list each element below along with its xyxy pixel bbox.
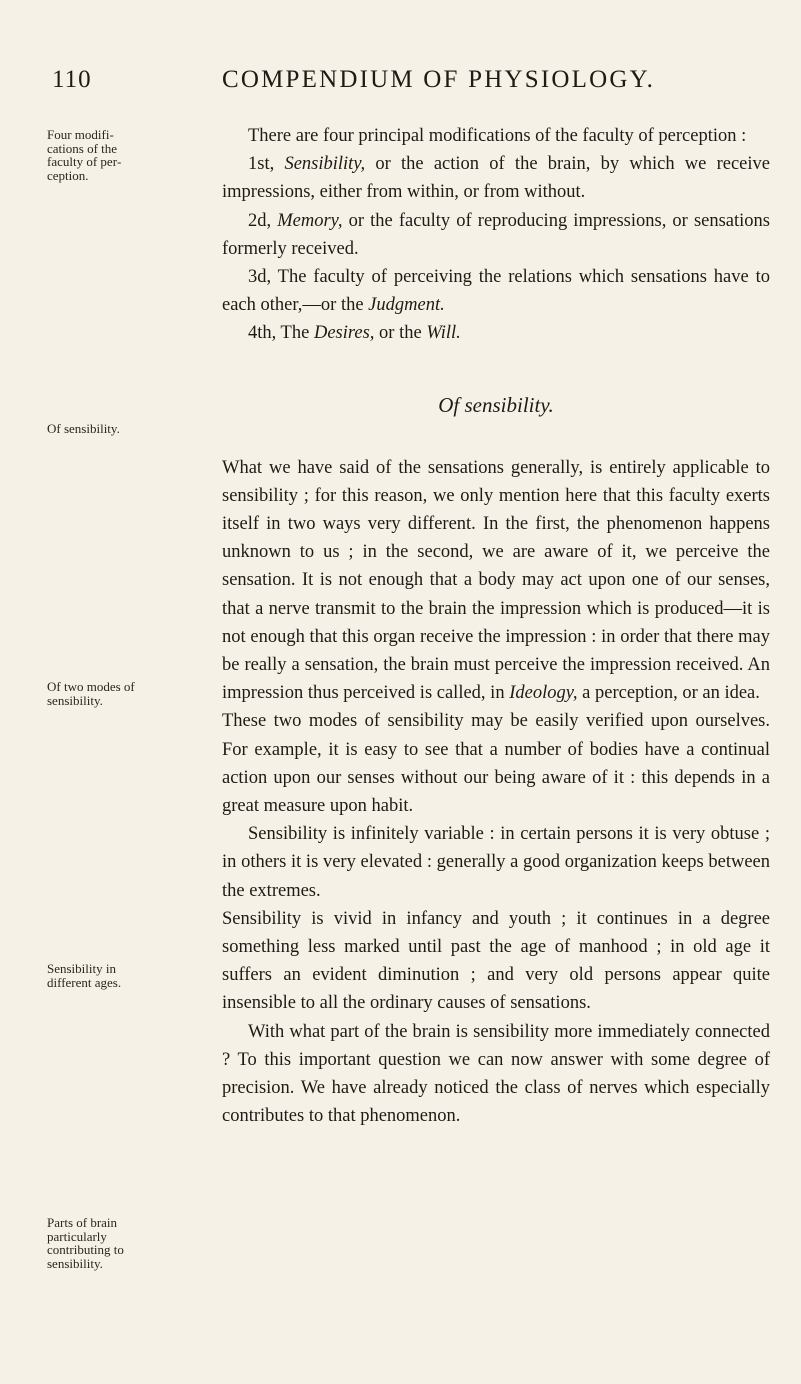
margin-note-two-modes: Of two modes of sensibility. xyxy=(47,679,135,708)
term-judgment: Judgment. xyxy=(368,295,445,316)
list-item-desires xyxy=(222,319,770,347)
term-desires: Desires, xyxy=(313,323,375,344)
term-will: Will. xyxy=(426,323,461,344)
list-text: or the action of the brain, by which we receive impressions, either from within, or from without. xyxy=(222,154,770,203)
list-item-judgment xyxy=(222,263,770,319)
margin-note-ages: Sensibility in different ages. xyxy=(47,961,122,990)
margin-note-sensibility: Of sensibility. xyxy=(47,421,120,436)
intro-paragraph: There are four principal modifications of the faculty of perception : xyxy=(248,126,747,146)
paragraph-text: What we have said of the sensations generally, is entirely applicable to sensibility ; for this reason, we only mention here that this faculty exerts itself in two ways very different. In the first, the phenomenon happens unknown to us ; in the second, we are aware of it, we perceive the sensation. It is not enough that a body may act upon one of our senses, that a nerve transmit to the brain the impression which is produced—it is not enough that this organ receive the impression : in order that there may be really a sensation, the brain must perceive the impression received. An impression thus perceived is called, in xyxy=(222,457,770,704)
list-text: The xyxy=(276,323,314,344)
list-item-sensibility xyxy=(222,150,770,206)
page-header xyxy=(52,66,773,106)
paragraph-sensibility xyxy=(222,454,770,708)
paragraph-two-modes: These two modes of sensibility may be easily verified upon ourselves. For example, it is easy to see that a number of bodies have a continual action upon our senses without our being aware of it : this depends in a great measure upon habit. xyxy=(222,711,770,817)
margin-note-modifications: Four modifications of the faculty of perception. xyxy=(47,127,122,183)
body-text xyxy=(222,122,770,1131)
list-number: 4th, xyxy=(248,323,277,344)
paragraph-brain-parts: With what part of the brain is sensibility more immediately connected ? To this important question we can now answer with some degree of precision. We have already noticed the class of nerves which especially contributes to that phenomenon. xyxy=(222,1021,770,1127)
paragraph-text: a perception, or an idea. xyxy=(577,683,760,704)
list-item-memory xyxy=(222,207,770,263)
paragraph-ages: Sensibility is vivid in infancy and youth ; it continues in a degree something less marked until past the age of manhood ; in old age it suffers an evident diminution ; and very old persons appear quite insensible to all the ordinary causes of sensations. xyxy=(222,908,770,1014)
list-text: The faculty of perceiving the relations which sensations have to each other,—or the xyxy=(222,267,770,316)
term-memory: Memory, xyxy=(277,210,343,231)
list-number: 1st, xyxy=(248,154,275,175)
section-heading: Of sensibility. xyxy=(438,392,554,417)
list-number: 2d, xyxy=(248,210,272,231)
page-number: 110 xyxy=(52,66,92,93)
term-sensibility: Sensibility, xyxy=(284,154,366,175)
list-number: 3d, xyxy=(248,267,272,288)
margin-note-brain-parts: Parts of brain particularly contributing to sensibility. xyxy=(47,1215,124,1271)
running-head: COMPENDIUM OF PHYSIOLOGY. xyxy=(222,66,656,93)
list-text: or the xyxy=(374,323,427,344)
paragraph-variable: Sensibility is infinitely variable : in certain persons it is very obtuse ; in others it is very elevated : generally a good organization keeps between the extremes. xyxy=(222,824,770,901)
term-ideology: Ideology, xyxy=(509,683,578,704)
list-text: or the faculty of reproducing impressions, or sensations formerly received. xyxy=(222,210,770,259)
